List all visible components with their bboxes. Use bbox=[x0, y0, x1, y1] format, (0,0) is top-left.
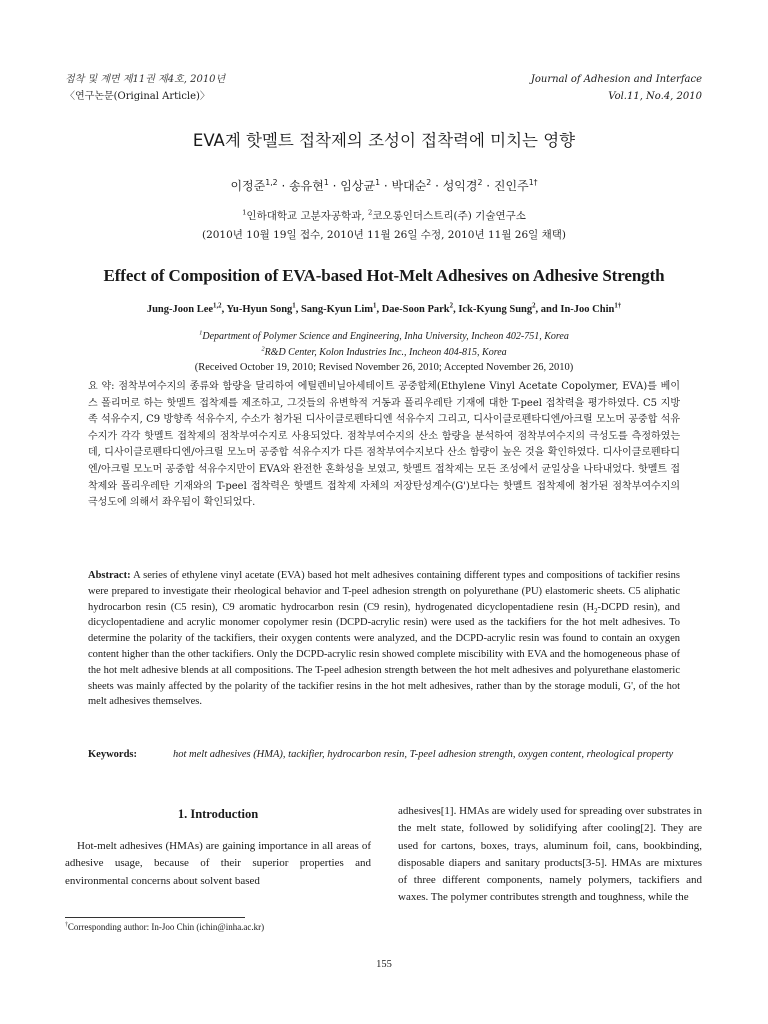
keywords bbox=[88, 747, 680, 763]
author: 박대순$^2$ bbox=[391, 178, 432, 193]
english-affiliation-2: $^2$R&D Center, Kolon Industries Inc., Incheon 404-815, Korea bbox=[261, 345, 507, 358]
english-abstract-label: Abstract: bbox=[88, 570, 131, 581]
author: 성익경$^2$ bbox=[442, 178, 483, 193]
korean-dates: (2010년 10월 19일 접수, 2010년 11월 26일 수정, 2010년 11월 26일 채택) bbox=[201, 229, 567, 241]
body-paragraph: Hot-melt adhesives (HMAs) are gaining importance in all areas of adhesive usage, because of their superior properties and environmental concerns about solvent based bbox=[65, 840, 371, 887]
korean-abstract-text: 점착부여수지의 종류와 함량을 달리하여 에틸렌비닐아세테이트 공중합체(Ethylene Vinyl Acetate Copolymer, EVA)를 베이스 폴리머로 하는 핫멜트 접착제를 제조하고, 그것들의 유변학적 거동과 폴리우레탄 기재에 대한 T-peel 접착력을 평가하였다. C5 지방족 석유수지, C9 방향족 석유수지, 수소가 첨가된 디사이클로펜타디엔 석유수지 그리고, 디사이클로펜타디엔/아크릴 모노머 공중합 석유수지가 각각 핫멜트 접착제의 점착부여수지로 사용되었다. 점착부여수지의 산소 함량을 분석하여 점착부여수지의 극성도를 측정하였는데, 디사이클로펜타디엔/아크릴 모노머 공중합 석유수지가 다른 점착부여수지보다 산소 함량이 높은 것을 확인하였다. 디사이클로펜타디엔/아크릴 모노머 공중합 석유수지만이 EVA와 완전한 혼화성을 보였고, 핫멜트 접착제는 모든 조성에서 균일상을 나타내었다. 핫멜트 접착제와 폴리우레탄 기재와의 T-peel 접착력은 핫멜트 접착제 자체의 저장탄성계수(G')보다는 핫멜트 접착제에 첨가된 점착부여수지의 극성도에 의해서 좌우됨이 확인되었다. bbox=[88, 381, 680, 509]
footnote-divider bbox=[65, 917, 245, 918]
journal-header-korean bbox=[65, 71, 225, 105]
english-dates: (Received October 19, 2010; Revised November 26, 2010; Accepted November 26, 2010) bbox=[194, 362, 574, 373]
english-title: Effect of Composition of EVA-based Hot-Melt Adhesives on Adhesive Strength bbox=[103, 266, 665, 285]
page-number: 155 bbox=[376, 959, 392, 970]
english-authors: Jung-Joon Lee$^{1,2}$, Yu-Hyun Song$^1$, Sang-Kyun Lim$^1$, Dae-Soon Park$^2$, Ick-Kyung Sung$^2$, and In-Joo Chin$^{1\dagger}$ bbox=[146, 302, 622, 315]
korean-abstract-label: 요 약: bbox=[88, 381, 115, 392]
journal-name-english: Journal of Adhesion and Interface bbox=[530, 74, 702, 85]
author: 임상균$^1$ bbox=[340, 178, 381, 193]
journal-volume: Vol.11, No.4, 2010 bbox=[608, 91, 702, 102]
korean-affiliations: $^1$인하대학교 고분자공학과, $^2$코오롱인더스트리(주) 기술연구소 bbox=[242, 208, 526, 222]
korean-authors: 이정준$^{1,2}$ · 송유현$^1$ · 임상균$^1$ · 박대순$^2$ · 성익경$^2$ · 진인주$^{1\dagger}$ bbox=[230, 178, 538, 193]
author: 이정준$^{1,2}$ bbox=[230, 178, 278, 193]
body-left-column bbox=[65, 803, 371, 890]
english-affiliation-1: $^1$Department of Polymer Science and Engineering, Inha University, Incheon 402-751, Korea bbox=[199, 329, 569, 342]
section-heading-introduction: 1. Introduction bbox=[177, 807, 259, 821]
author: 송유현$^1$ bbox=[289, 178, 329, 193]
footnote: †Corresponding author: In-Joo Chin (ichin@inha.ac.kr) bbox=[65, 922, 265, 932]
author: 진인주$^{1\dagger}$ bbox=[493, 178, 538, 193]
journal-header-english bbox=[531, 71, 702, 105]
korean-abstract bbox=[88, 379, 680, 512]
keywords-list: hot melt adhesives (HMA), tackifier, hydrocarbon resin, T-peel adhesion strength, oxygen content, rheological property bbox=[173, 749, 674, 760]
korean-title: EVA계 핫멜트 접착제의 조성이 접착력에 미치는 영향 bbox=[192, 131, 576, 150]
english-abstract: Abstract: A series of ethylene vinyl acetate (EVA) based hot melt adhesives containing different types and compositions of tackifier resins were prepared to investigate their rheological behavior and T-peel adhesion strength on polyurethane (PU) elastomeric sheets. C5 aliphatic hydrocarbon resin (C5 resin), C9 aromatic hydrocarbon resin (C9 resin), hydrogenated dicyclopentadiene resin ($H_2$-DCPD resin), and dicyclopentadiene and acrylic monomer copolymer resin (DCPD-acrylic resin) were used as the tackifiers for the hot melt adhesives. To determine the polarity of the tackifiers, their oxygen contents were analyzed, and the DCPD-acrylic resin was found to contain an oxygen content higher than the other tackifiers. Only the DCPD-acrylic resin showed complete miscibility with EVA and the homogeneous phase of the hot melt adhesive blends at all compositions. The T-peel adhesion strength between the hot melt adhesives and polyurethane elastomeric sheets was mainly affected by the polarity of the tackifier resins in the hot melt adhesives, rather than by the storage moduli, G', of the hot melt adhesives themselves. bbox=[88, 570, 680, 708]
keywords-label: Keywords: bbox=[88, 749, 137, 760]
article-type: 〈연구논문(Original Article)〉 bbox=[65, 91, 210, 102]
body-right-column: adhesives[1]. HMAs are widely used for spreading over substrates in the melt state, followed by solidifying after cooling[2]. They are used for cartons, boxes, trays, aluminum foil, cans, bookbinding, disposable diapers and sanitary products[3-5]. HMAs are mixtures of three different components, namely polymers, tackifiers and waxes. The polymer contributes strength and toughness, while the bbox=[398, 805, 702, 904]
journal-name-korean: 접착 및 계면 제11권 제4호, 2010년 bbox=[65, 74, 226, 85]
